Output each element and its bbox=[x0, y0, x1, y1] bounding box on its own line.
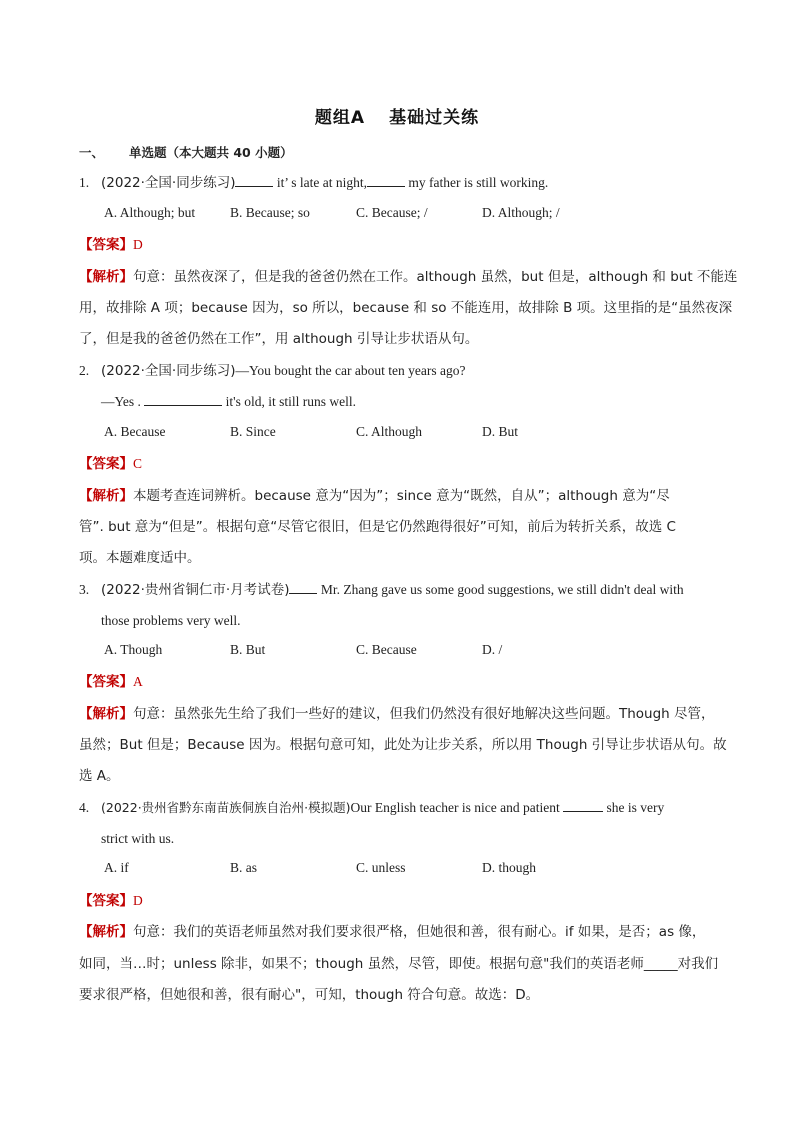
option-b: B. Since bbox=[230, 424, 276, 439]
option-d: D. / bbox=[482, 642, 503, 657]
question-source: (2022·贵州省黔东南苗族侗族自治州·模拟题) bbox=[101, 800, 351, 815]
option-c: C. Because bbox=[356, 642, 417, 657]
section-number: 一、 bbox=[79, 145, 105, 160]
analysis-line: 要求很严格，但她很和善，很有耐心"，可知，though 符合句意。故选：D。 bbox=[79, 987, 540, 1003]
answer-blank bbox=[289, 581, 317, 594]
question-3-stem-line2: those problems very well. bbox=[101, 613, 241, 628]
option-b: B. as bbox=[230, 860, 257, 875]
question-source: (2022·全国·同步练习) bbox=[101, 175, 236, 191]
question-number: 3. bbox=[79, 582, 90, 597]
question-number: 4. bbox=[79, 800, 90, 815]
question-2-stem-line2: —Yes . it's old, it still runs well. bbox=[101, 394, 356, 409]
option-d: D. But bbox=[482, 424, 519, 439]
option-a: A. Although; but bbox=[104, 205, 196, 220]
answer-blank bbox=[235, 174, 273, 187]
analysis-line: 了，但是我的爸爸仍然在工作”，用 although 引导让步状语从句。 bbox=[79, 331, 479, 347]
answer-line: 【答案】C bbox=[79, 456, 143, 472]
analysis-line: 选 A。 bbox=[79, 768, 120, 784]
option-d: D. Although; / bbox=[482, 205, 560, 220]
answer-value: A bbox=[133, 674, 143, 689]
answer-line: 【答案】D bbox=[79, 237, 143, 253]
title-subject: 基础过关练 bbox=[389, 108, 480, 128]
option-d: D. though bbox=[482, 860, 536, 875]
question-3-stem: 3. (2022·贵州省铜仁市·月考试卷) Mr. Zhang gave us some good suggestions, we still didn't deal with bbox=[79, 582, 684, 598]
option-b: B. Because; so bbox=[230, 205, 310, 220]
answer-value: D bbox=[133, 893, 143, 908]
option-a: A. if bbox=[104, 860, 129, 875]
question-4-stem-line2: strict with us. bbox=[101, 831, 175, 846]
analysis-line: 【解析】句意：虽然张先生给了我们一些好的建议，但我们仍然没有很好地解决这些问题。Though 尽管， bbox=[79, 706, 715, 722]
analysis-line: 【解析】本题考查连词辨析。because 意为“因为”；since 意为“既然，自从”；although 意为“尽 bbox=[79, 488, 670, 504]
answer-blank bbox=[367, 174, 405, 187]
question-source: (2022·贵州省铜仁市·月考试卷) bbox=[101, 582, 290, 598]
answer-value: D bbox=[133, 237, 143, 252]
option-c: C. unless bbox=[356, 860, 406, 875]
answer-blank bbox=[144, 393, 222, 406]
option-c: C. Because; / bbox=[356, 205, 428, 220]
question-1-stem: 1. (2022·全国·同步练习) it’ s late at night, my father is still working. bbox=[79, 175, 549, 191]
option-a: A. Because bbox=[104, 424, 166, 439]
answer-value: C bbox=[133, 456, 143, 471]
section-label: 单选题（本大题共 40 小题） bbox=[129, 145, 293, 160]
title-group: 题组A bbox=[314, 108, 366, 128]
option-c: C. Although bbox=[356, 424, 423, 439]
answer-blank bbox=[563, 799, 603, 812]
analysis-line: 管”. but 意为“但是”。根据句意“尽管它很旧，但是它仍然跑得很好”可知，前后为转折关系，故选 C bbox=[79, 519, 676, 535]
answer-line: 【答案】A bbox=[79, 674, 143, 690]
answer-line: 【答案】D bbox=[79, 893, 143, 909]
question-4-stem: 4. (2022·贵州省黔东南苗族侗族自治州·模拟题)Our English teacher is nice and patient she is very bbox=[79, 798, 664, 818]
analysis-line: 【解析】句意：虽然夜深了，但是我的爸爸仍然在工作。although 虽然，but 但是，although 和 but 不能连 bbox=[79, 269, 738, 285]
question-number: 1. bbox=[79, 175, 90, 190]
section-heading bbox=[79, 143, 293, 163]
analysis-line: 如同，当…时；unless 除非，如果不；though 虽然，尽管，即使。根据句意"我们的英语老师_____对我们 bbox=[79, 956, 719, 972]
analysis-line: 项。本题难度适中。 bbox=[79, 550, 201, 566]
option-a: A. Though bbox=[104, 642, 163, 657]
question-number: 2. bbox=[79, 363, 90, 378]
analysis-line: 虽然；But 但是；Because 因为。根据句意可知，此处为让步关系，所以用 Though 引导让步状语从句。故 bbox=[79, 737, 727, 753]
page-title bbox=[0, 103, 794, 128]
analysis-line: 用，故排除 A 项；because 因为，so 所以，because 和 so 不能连用，故排除 B 项。这里指的是“虽然夜深 bbox=[79, 300, 733, 316]
question-source: (2022·全国·同步练习) bbox=[101, 363, 236, 379]
option-b: B. But bbox=[230, 642, 266, 657]
question-2-stem: 2. (2022·全国·同步练习)—You bought the car about ten years ago? bbox=[79, 363, 466, 379]
analysis-line: 【解析】句意：我们的英语老师虽然对我们要求很严格，但她很和善，很有耐心。if 如果，是否；as 像， bbox=[79, 924, 706, 940]
